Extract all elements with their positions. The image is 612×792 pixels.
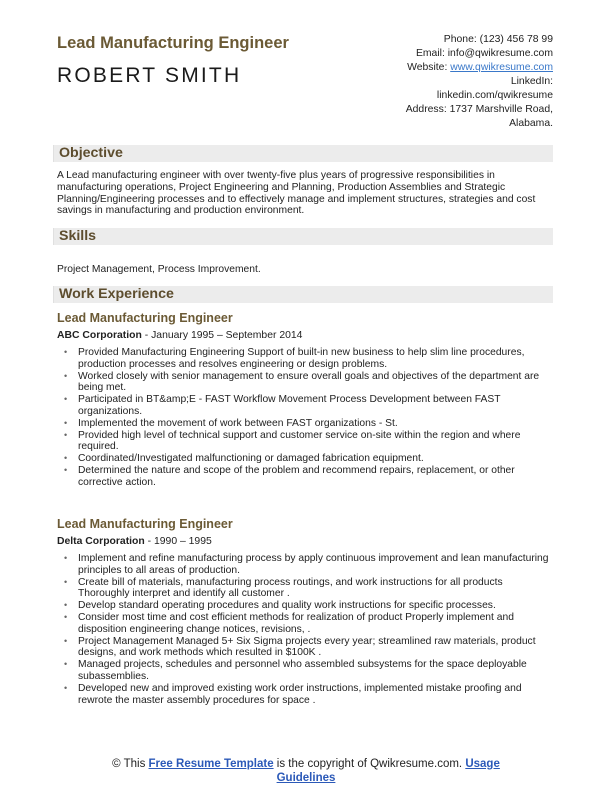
work-heading: Work Experience: [59, 286, 174, 302]
list-item: • Develop standard operating procedures and quality work instructions for specific processes.: [57, 600, 553, 612]
website-label: Website:: [407, 62, 448, 73]
address-value: 1737 Marshville Road,: [449, 104, 553, 115]
list-item: • Worked closely with senior management to ensure overall goals and objectives of the department are being met.: [57, 371, 553, 395]
linkedin-label: LinkedIn:: [510, 76, 553, 87]
list-item: • Participated in BT&amp;E - FAST Workflow Movement Process Development between FAST organizations.: [57, 394, 553, 418]
copyright-footer: [0, 757, 612, 785]
list-item: • Implement and refine manufacturing process by apply continuous improvement and lean manufacturing principles to all areas of production.: [57, 553, 553, 577]
phone-line: [323, 33, 553, 47]
list-item: • Implemented the movement of work between FAST organizations - St.: [57, 418, 553, 430]
list-item: • Determined the nature and scope of the problem and recommend repairs, replacement, or other corrective action.: [57, 465, 553, 489]
footer-middle: is the copyright of Qwikresume.com.: [273, 758, 466, 770]
phone-label: Phone:: [443, 34, 477, 45]
list-item: • Developed new and improved existing work order instructions, implemented mistake proofing and rewrote the master assembly procedures for space .: [57, 683, 553, 707]
objective-heading: Objective: [59, 145, 123, 161]
job-title-1: Lead Manufacturing Engineer: [57, 311, 233, 325]
skills-heading: Skills: [59, 228, 97, 244]
job-title-2: Lead Manufacturing Engineer: [57, 517, 233, 531]
phone-value: (123) 456 78 99: [479, 34, 553, 45]
company-name-2: Delta Corporation: [57, 536, 145, 547]
list-item: • Provided Manufacturing Engineering Support of built-in new business to help slim line procedures, production processes and resolves engineering or design problems.: [57, 347, 553, 371]
email-value: info@qwikresume.com: [447, 48, 553, 59]
company-line-1: [57, 330, 302, 341]
company-line-2: [57, 536, 212, 547]
objective-text: A Lead manufacturing engineer with over twenty-five plus years of progressive responsibilities in manufacturing operations, Project Engineering and Planning, Production Assemblies and Strategic Planning/Engineering processes and to effectively manage and implement structures, strategies and cost savings in manufacturing and production environment.: [57, 170, 536, 217]
list-item: • Managed projects, schedules and personnel who assembled subsystems for the space deployable subassemblies.: [57, 659, 553, 683]
list-item: • Coordinated/Investigated malfunctioning or damaged fabrication equipment.: [57, 453, 553, 465]
footer-line-2: [0, 771, 612, 785]
job-1-bullets: [57, 347, 553, 489]
email-label: Email:: [415, 48, 445, 59]
usage-guidelines-link-cont[interactable]: Guidelines: [276, 772, 336, 784]
address-line-2: Alabama.: [509, 118, 553, 129]
job-2-bullets: [57, 553, 553, 706]
footer-line-1: [0, 757, 612, 771]
usage-guidelines-link[interactable]: Usage: [465, 758, 500, 770]
list-item: • Project Management Managed 5+ Six Sigma projects every year; streamlined raw materials, product designs, and work methods which resulted in $100K .: [57, 636, 553, 660]
address-line: [323, 103, 553, 117]
skills-section-header: [53, 228, 553, 245]
free-resume-template-link[interactable]: Free Resume Template: [148, 758, 274, 770]
list-item: • Provided high level of technical support and customer service on-site within the region and where required.: [57, 430, 553, 454]
address-label: Address:: [405, 104, 447, 115]
website-link[interactable]: www.qwikresume.com: [450, 62, 553, 73]
objective-section-header: [53, 145, 553, 162]
job-dates-2: - 1990 – 1995: [144, 536, 212, 547]
website-line: [323, 61, 553, 75]
contact-block: [323, 33, 553, 131]
footer-prefix: © This: [112, 758, 149, 770]
linkedin-value: linkedin.com/qwikresume: [436, 90, 553, 101]
job-dates-1: - January 1995 – September 2014: [141, 330, 303, 341]
list-item: • Consider most time and cost efficient methods for realization of product Properly implement and disposition engineering change notices, revisions, .: [57, 612, 553, 636]
job-title: Lead Manufacturing Engineer: [57, 34, 289, 52]
list-item: • Create bill of materials, manufacturing process routings, and work instructions for all products Thoroughly interpret and identify all customer .: [57, 577, 553, 601]
skills-text: Project Management, Process Improvement.: [57, 264, 261, 275]
company-name-1: ABC Corporation: [57, 330, 142, 341]
work-section-header: [53, 286, 553, 303]
email-line: [323, 47, 553, 61]
candidate-name: ROBERT SMITH: [57, 64, 242, 87]
